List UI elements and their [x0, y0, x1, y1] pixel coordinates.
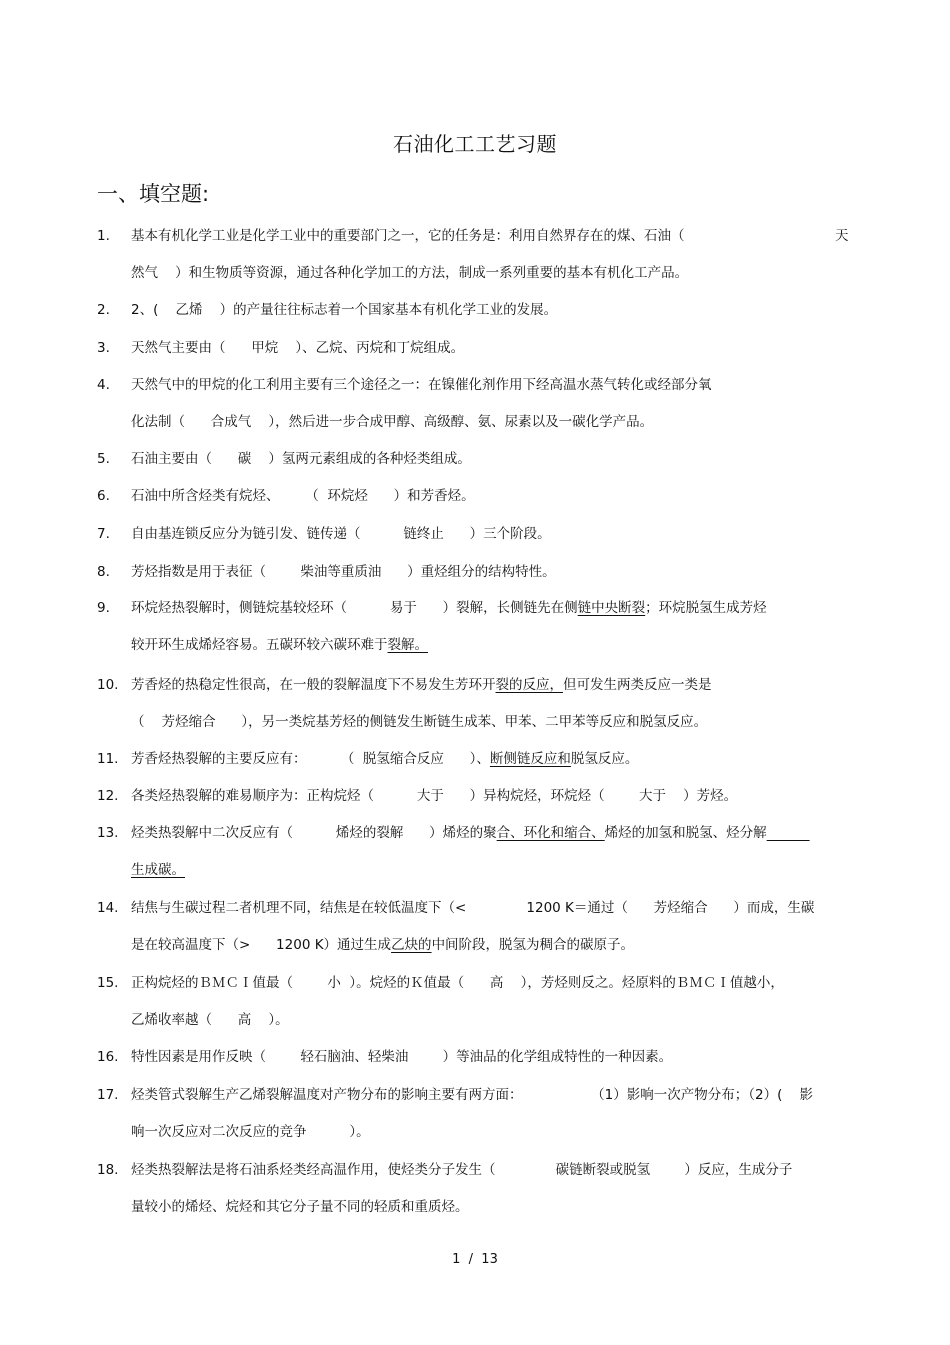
text-segment: 芳香烃热裂解的主要反应有： （ 脱氢缩合反应 ）、: [131, 751, 490, 767]
underlined-text: 链中央断裂: [577, 600, 646, 616]
page-number: 1 / 13: [452, 1252, 498, 1267]
question-number: 16.: [97, 1049, 119, 1065]
question-number: 15.: [97, 975, 119, 991]
text-segment: ；环烷脱氢生成芳烃: [645, 600, 767, 616]
question-text-line: [131, 635, 428, 655]
question-text-line: 天然气中的甲烷的化工利用主要有三个途径之一：在镍催化剂作用下经高温水蒸气转化或经部分氧: [131, 377, 712, 393]
text-segment: 中间阶段，脱氢为稠合的碳原子。: [431, 937, 635, 953]
question-number: 2.: [97, 302, 110, 318]
text-segment: 但可发生两类反应一类是: [563, 677, 712, 693]
underlined-text: 合、环化和缩合、: [496, 825, 605, 841]
question-text-line: [131, 749, 638, 769]
question-number: 12.: [97, 788, 119, 804]
text-segment: 脱氢反应。: [570, 751, 639, 767]
question-text-line: 自由基连锁反应分为链引发、链传递（ 链终止 ）三个阶段。: [131, 526, 551, 542]
question-text-line: [131, 860, 185, 880]
question-number: 11.: [97, 751, 119, 767]
question-text-line: 天然气主要由（ 甲烷 ）、乙烷、丙烷和丁烷组成。: [131, 340, 465, 356]
underlined-text: 断侧链反应和: [489, 751, 571, 767]
document-title: 石油化工工艺习题: [393, 132, 557, 156]
question-text-line: 基本有机化学工业是化学工业中的重要部门之一，它的任务是：利用自然界存在的煤、石油（: [131, 228, 685, 244]
section-heading: 一、填空题:: [97, 182, 210, 206]
question-number: 13.: [97, 825, 119, 841]
question-number: 1.: [97, 228, 110, 244]
text-segment: 较开环生成烯烃容易。五碳环较六碳环难于: [131, 637, 388, 653]
question-text-tail: 天: [835, 228, 849, 244]
question-number: 9.: [97, 600, 110, 616]
underlined-text: 生成碳。: [131, 862, 185, 878]
question-text-line: 烃类管式裂解生产乙烯裂解温度对产物分布的影响主要有两方面： （1）影响一次产物分布；（2）( 影: [131, 1087, 814, 1103]
question-number: 3.: [97, 340, 110, 356]
question-text-line: 烃类热裂解法是将石油系烃类经高温作用，使烃类分子发生（ 碳链断裂或脱氢 ）反应，生成分子: [131, 1162, 793, 1178]
underlined-text: 裂的反应，: [495, 677, 563, 693]
text-segment: 是在较高温度下（> 1200 K）通过生成: [131, 937, 392, 953]
question-text-line: 石油中所含烃类有烷烃、 （ 环烷烃 ）和芳香烃。: [131, 488, 475, 504]
question-number: 17.: [97, 1087, 119, 1103]
question-text-line: [131, 823, 810, 843]
question-text-line: 特性因素是用作反映（ 轻石脑油、轻柴油 ）等油品的化学组成特性的一种因素。: [131, 1049, 673, 1065]
answer-blank: [767, 825, 810, 841]
question-number: 4.: [97, 377, 110, 393]
text-segment: 环烷烃热裂解时，侧链烷基较烃环（ 易于 ）裂解，长侧链先在侧: [131, 600, 578, 616]
question-number: 7.: [97, 526, 110, 542]
underlined-text: 裂解。: [387, 637, 428, 653]
text-segment: 烯烃的加氢和脱氢、烃分解: [604, 825, 767, 841]
question-text-line: 各类烃热裂解的难易顺序为：正构烷烃（ 大于 ）异构烷烃，环烷烃（ 大于 ）芳烃。: [131, 788, 738, 804]
question-text-line: 2、( 乙烯 ）的产量往往标志着一个国家基本有机化学工业的发展。: [131, 302, 558, 318]
question-text-line: 乙烯收率越（ 高 ）。: [131, 1012, 289, 1028]
question-text-line: 结焦与生碳过程二者机理不同，结焦是在较低温度下（< 1200 K＝通过（ 芳烃缩合 ）而成，生碳: [131, 900, 815, 916]
question-text-line: 芳烃指数是用于表征（ 柴油等重质油 ）重烃组分的结构特性。: [131, 564, 556, 580]
question-text-line: 正构烷烃的ＢＭＣＩ值最（ 小 ）。烷烃的Ｋ值最（ 高 ），芳烃则反之。烃原料的ＢＭＣＩ值越小，: [131, 975, 784, 991]
question-number: 8.: [97, 564, 110, 580]
text-segment: 芳香烃的热稳定性很高，在一般的裂解温度下不易发生芳环开: [131, 677, 496, 693]
question-text-line: 石油主要由（ 碳 ）氢两元素组成的各种烃类组成。: [131, 451, 471, 467]
question-text-line: [131, 675, 712, 695]
question-number: 6.: [97, 488, 110, 504]
question-number: 5.: [97, 451, 110, 467]
question-text-line: 量较小的烯烃、烷烃和其它分子量不同的轻质和重质烃。: [131, 1199, 469, 1215]
question-text-line: 响一次反应对二次反应的竞争 ）。: [131, 1124, 370, 1140]
text-segment: 烃类热裂解中二次反应有（ 烯烃的裂解 ）烯烃的聚: [131, 825, 497, 841]
question-text-line: 化法制（ 合成气 ），然后进一步合成甲醇、高级醇、氨、尿素以及一碳化学产品。: [131, 414, 654, 430]
question-number: 14.: [97, 900, 119, 916]
question-text-line: [131, 935, 634, 955]
question-number: 18.: [97, 1162, 119, 1178]
question-text-line: [131, 598, 767, 618]
question-text-line: 然气 ）和生物质等资源，通过各种化学加工的方法，制成一系列重要的基本有机化工产品。: [131, 265, 689, 281]
question-text-line: （ 芳烃缩合 ），另一类烷基芳烃的侧链发生断链生成苯、甲苯、二甲苯等反应和脱氢反应。: [131, 714, 708, 730]
question-number: 10.: [97, 677, 119, 693]
underlined-text: 乙炔的: [391, 937, 432, 953]
